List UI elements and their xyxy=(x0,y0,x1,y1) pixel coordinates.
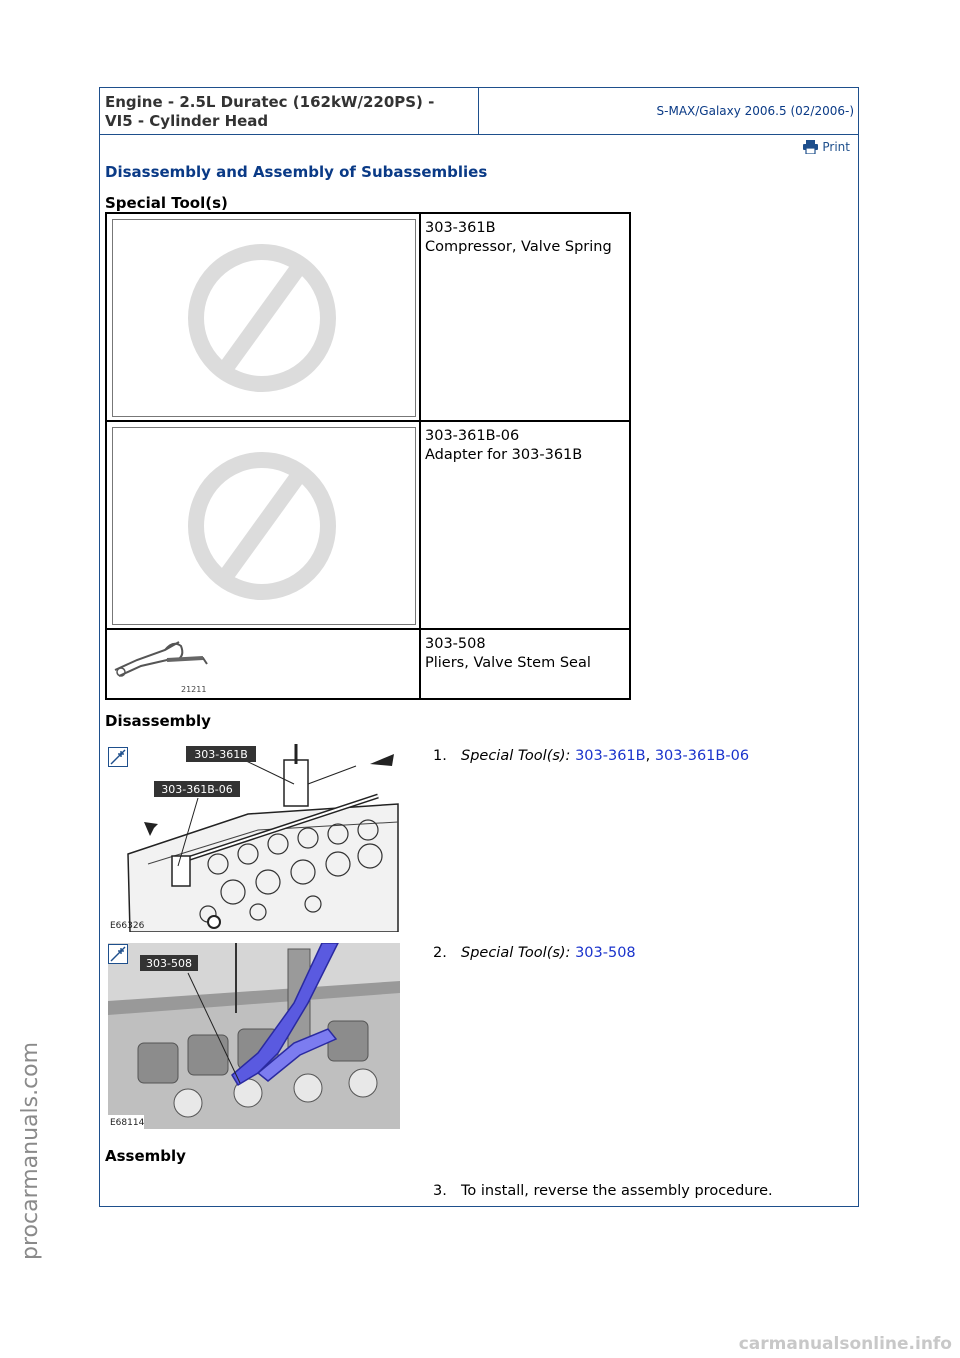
step-1-figure[interactable] xyxy=(108,744,400,932)
tool-link-303-361B[interactable]: 303-361B xyxy=(575,748,646,764)
header xyxy=(100,88,858,135)
header-title-line2: VI5 - Cylinder Head xyxy=(105,112,269,130)
header-title-line1: Engine - 2.5L Duratec (162kW/220PS) - xyxy=(105,93,435,111)
figure-label: E66326 xyxy=(110,921,145,931)
tool-code: 303-508 xyxy=(425,636,486,652)
step-1 xyxy=(433,748,749,764)
no-image-icon xyxy=(113,220,415,416)
step-text: To install, reverse the assembly procedure. xyxy=(461,1183,773,1199)
print-label: Print xyxy=(822,140,850,154)
figure-label: 21211 xyxy=(181,685,207,694)
tool-row xyxy=(107,630,629,698)
header-title xyxy=(105,93,434,131)
step-number: 2. xyxy=(433,945,447,961)
figure-callout: 303-361B-06 xyxy=(161,783,233,796)
zoom-icon xyxy=(109,945,127,963)
special-tools-table xyxy=(105,212,631,700)
tool-row xyxy=(107,214,629,422)
header-model: S-MAX/Galaxy 2006.5 (02/2006-) xyxy=(656,104,854,118)
tool-link-303-508[interactable]: 303-508 xyxy=(575,945,636,961)
printer-icon xyxy=(803,140,818,154)
document-frame xyxy=(99,87,859,1207)
valve-stem-seal-pliers-illustration xyxy=(108,943,400,1129)
valve-stem-seal-pliers-illustration xyxy=(107,630,417,698)
disassembly-heading: Disassembly xyxy=(105,712,211,730)
tool-name: Compressor, Valve Spring xyxy=(425,239,612,255)
image-unavailable-placeholder xyxy=(112,219,416,417)
figure-label: E68114 xyxy=(110,1118,145,1128)
step-3 xyxy=(433,1183,773,1199)
tool-row xyxy=(107,422,629,630)
side-watermark-text: procarmanuals.com xyxy=(18,1041,43,1260)
step-number: 3. xyxy=(433,1183,447,1199)
footer-watermark: carmanualsonline.info xyxy=(738,1334,952,1354)
header-title-cell xyxy=(100,88,479,134)
tool-description xyxy=(425,635,591,673)
step-prefix: Special Tool(s): xyxy=(461,748,571,764)
page-title: Disassembly and Assembly of Subassemblies xyxy=(105,163,488,181)
zoom-image-button[interactable] xyxy=(108,944,128,964)
tool-name: Adapter for 303-361B xyxy=(425,447,583,463)
print-button[interactable] xyxy=(803,140,850,154)
special-tools-heading: Special Tool(s) xyxy=(105,194,228,212)
tool-name: Pliers, Valve Stem Seal xyxy=(425,655,591,671)
cylinder-head-compressor-illustration xyxy=(108,744,400,932)
no-image-icon xyxy=(113,428,415,624)
figure-callout: 303-508 xyxy=(146,957,192,970)
step-prefix: Special Tool(s): xyxy=(461,945,571,961)
tool-link-303-361B-06[interactable]: 303-361B-06 xyxy=(654,748,750,764)
step-2-figure[interactable] xyxy=(108,943,400,1129)
assembly-heading: Assembly xyxy=(105,1147,186,1165)
tool-image-cell xyxy=(107,422,421,628)
step-2 xyxy=(433,945,636,961)
link-separator: , xyxy=(645,748,655,764)
tool-image-cell xyxy=(107,630,421,698)
step-number: 1. xyxy=(433,748,447,764)
tool-image-cell xyxy=(107,214,421,420)
figure-callout: 303-361B xyxy=(194,748,248,761)
tool-code: 303-361B xyxy=(425,220,496,236)
tool-description xyxy=(425,427,582,465)
tool-description xyxy=(425,219,612,257)
tool-code: 303-361B-06 xyxy=(425,428,520,444)
image-unavailable-placeholder xyxy=(112,427,416,625)
